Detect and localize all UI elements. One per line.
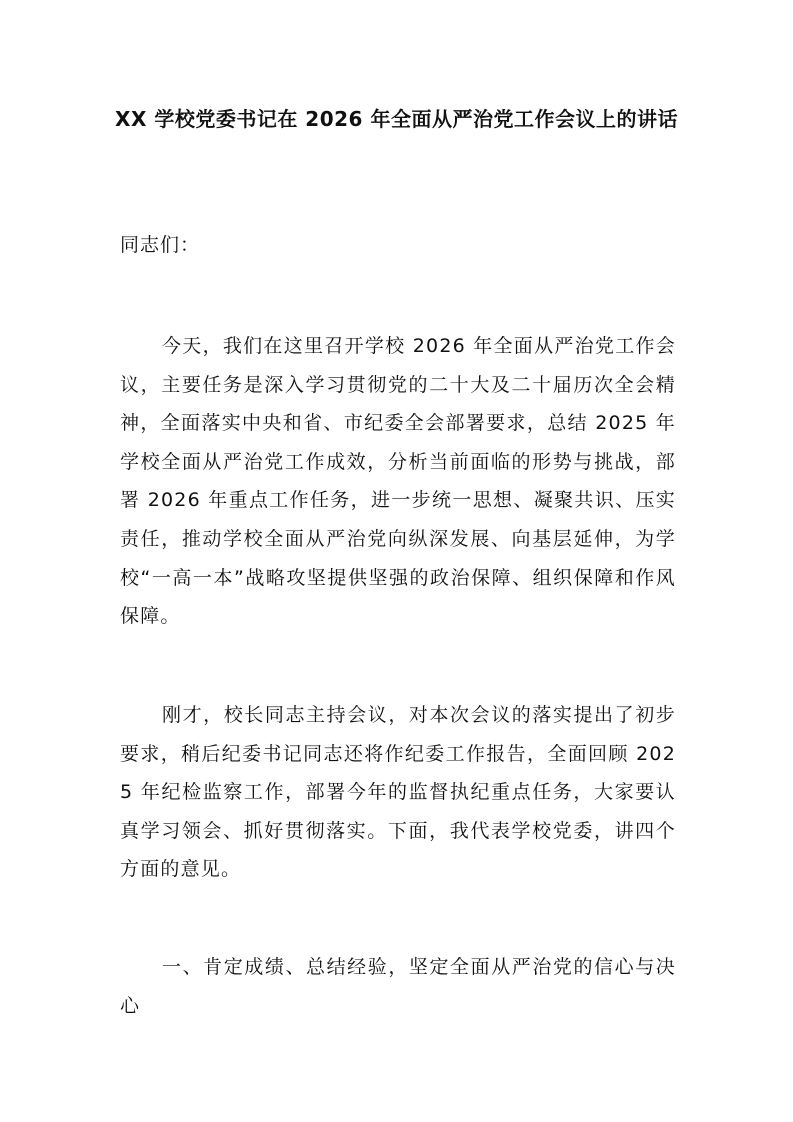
salutation: 同志们： bbox=[120, 234, 201, 256]
document-title: XX 学校党委书记在 2026 年全面从严治党工作会议上的讲话 bbox=[115, 107, 678, 131]
section-heading-1: 一、肯定成绩、总结经验，坚定全面从严治党的信心与决心 bbox=[120, 956, 676, 1017]
paragraph-opening: 今天，我们在这里召开学校 2026 年全面从严治党工作会议，主要任务是深入学习贯彻党的二十大及二十届历次全会精神，全面落实中央和省、市纪委全会部署要求，总结 2025 年学校全面从严治党工作成效，分析当前面临的形势与挑战，部署 2026 年重点工作任务，进一步统一思想、凝聚共识、压实责任，推动学校全面从严治党向纵深发展、向基层延伸，为学校“一高一本”战略攻坚提供坚强的政治保障、组织保障和作风保障。 bbox=[120, 335, 676, 628]
paragraph-agenda: 刚才，校长同志主持会议，对本次会议的落实提出了初步要求，稍后纪委书记同志还将作纪委工作报告，全面回顾 2025 年纪检监察工作，部署今年的监督执纪重点任务，大家要认真学习领会、抓好贯彻落实。下面，我代表学校党委，讲四个方面的意见。 bbox=[120, 704, 676, 881]
